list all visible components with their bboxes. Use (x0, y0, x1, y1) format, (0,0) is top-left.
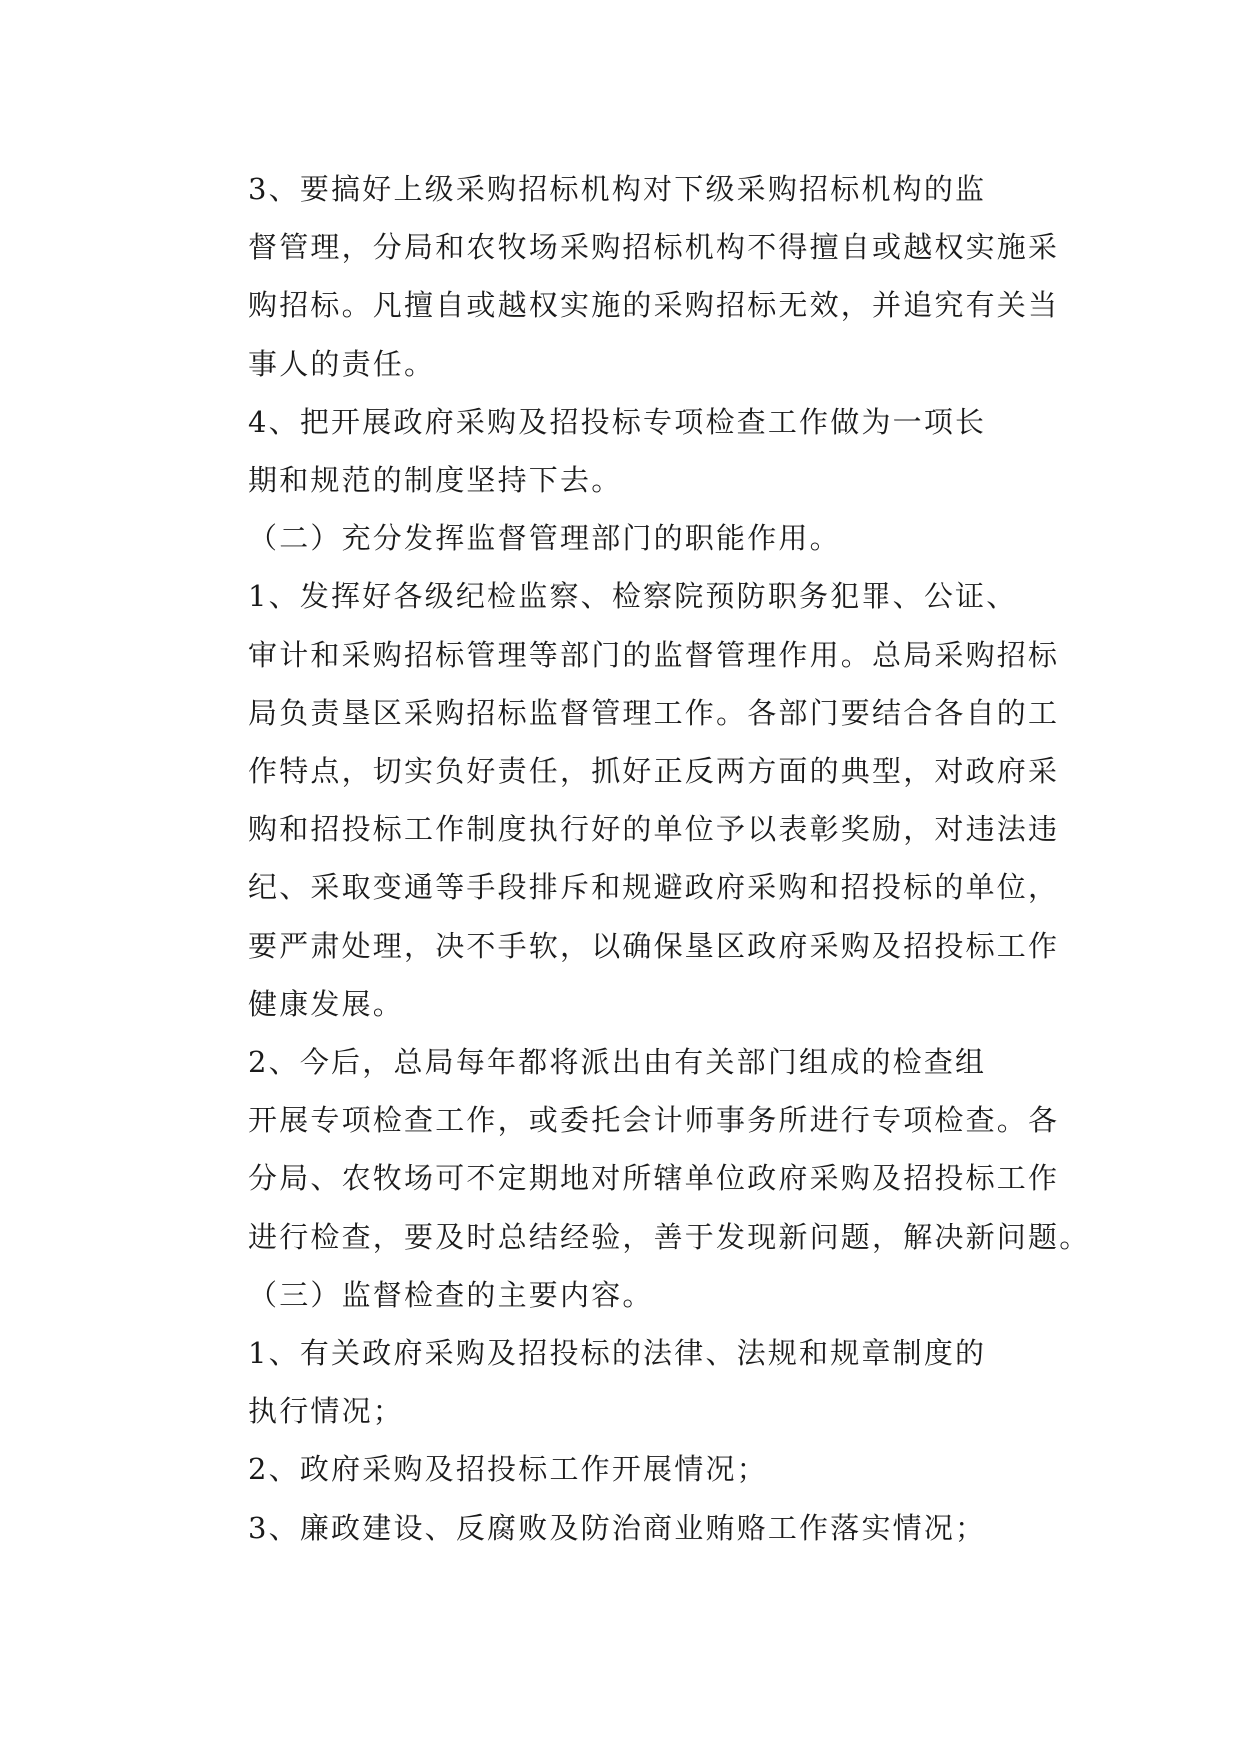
text-line: 作特点，切实负好责任，抓好正反两方面的典型，对政府采 (248, 754, 1060, 789)
text-line: 执行情况； (248, 1394, 405, 1429)
text-line: 1、有关政府采购及招投标的法律、法规和规章制度的 (248, 1336, 987, 1371)
text-line: 2、今后，总局每年都将派出由有关部门组成的检查组 (248, 1045, 987, 1080)
text-line: 健康发展。 (248, 986, 405, 1021)
section-heading-3 (190, 1266, 1050, 1324)
paragraph-item-3-supervision (190, 160, 1060, 393)
text-line: 3、廉政建设、反腐败及防治商业贿赂工作落实情况； (248, 1510, 987, 1545)
text-line: 进行检查，要及时总结经验，善于发现新问题，解决新问题。 (248, 1219, 1091, 1254)
paragraph-content-item-1 (190, 1324, 1050, 1440)
paragraph-content-item-2 (190, 1440, 1050, 1498)
text-line: 2、政府采购及招投标工作开展情况； (248, 1452, 768, 1487)
text-line: 事人的责任。 (248, 346, 436, 381)
text-line: 开展专项检查工作，或委托会计师事务所进行专项检查。各 (248, 1103, 1060, 1138)
text-line: 要严肃处理，决不手软，以确保垦区政府采购及招投标工作 (248, 928, 1060, 963)
text-line: 4、把开展政府采购及招投标专项检查工作做为一项长 (248, 404, 987, 439)
paragraph-item-2-annual-inspection (190, 1033, 1091, 1266)
paragraph-content-item-3 (190, 1499, 1050, 1557)
paragraph-item-4-special-inspection (190, 393, 1050, 509)
document-body (190, 160, 1091, 1557)
text-line: 督管理，分局和农牧场采购招标机构不得擅自或越权实施采 (248, 230, 1060, 265)
text-line: （二）充分发挥监督管理部门的职能作用。 (248, 521, 841, 556)
paragraph-item-1-departments (190, 567, 1060, 1033)
text-line: （三）监督检查的主要内容。 (248, 1277, 654, 1312)
text-line: 审计和采购招标管理等部门的监督管理作用。总局采购招标 (248, 637, 1060, 672)
section-heading-2 (190, 509, 1050, 567)
text-line: 分局、农牧场可不定期地对所辖单位政府采购及招投标工作 (248, 1161, 1060, 1196)
text-line: 3、要搞好上级采购招标机构对下级采购招标机构的监 (248, 172, 987, 206)
text-line: 购招标。凡擅自或越权实施的采购招标无效，并追究有关当 (248, 288, 1060, 323)
text-line: 纪、采取变通等手段排斥和规避政府采购和招投标的单位， (248, 870, 1060, 905)
text-line: 购和招投标工作制度执行好的单位予以表彰奖励，对违法违 (248, 812, 1060, 847)
text-line: 期和规范的制度坚持下去。 (248, 463, 623, 498)
text-line: 1、发挥好各级纪检监察、检察院预防职务犯罪、公证、 (248, 579, 1018, 614)
text-line: 局负责垦区采购招标监督管理工作。各部门要结合各自的工 (248, 695, 1060, 730)
